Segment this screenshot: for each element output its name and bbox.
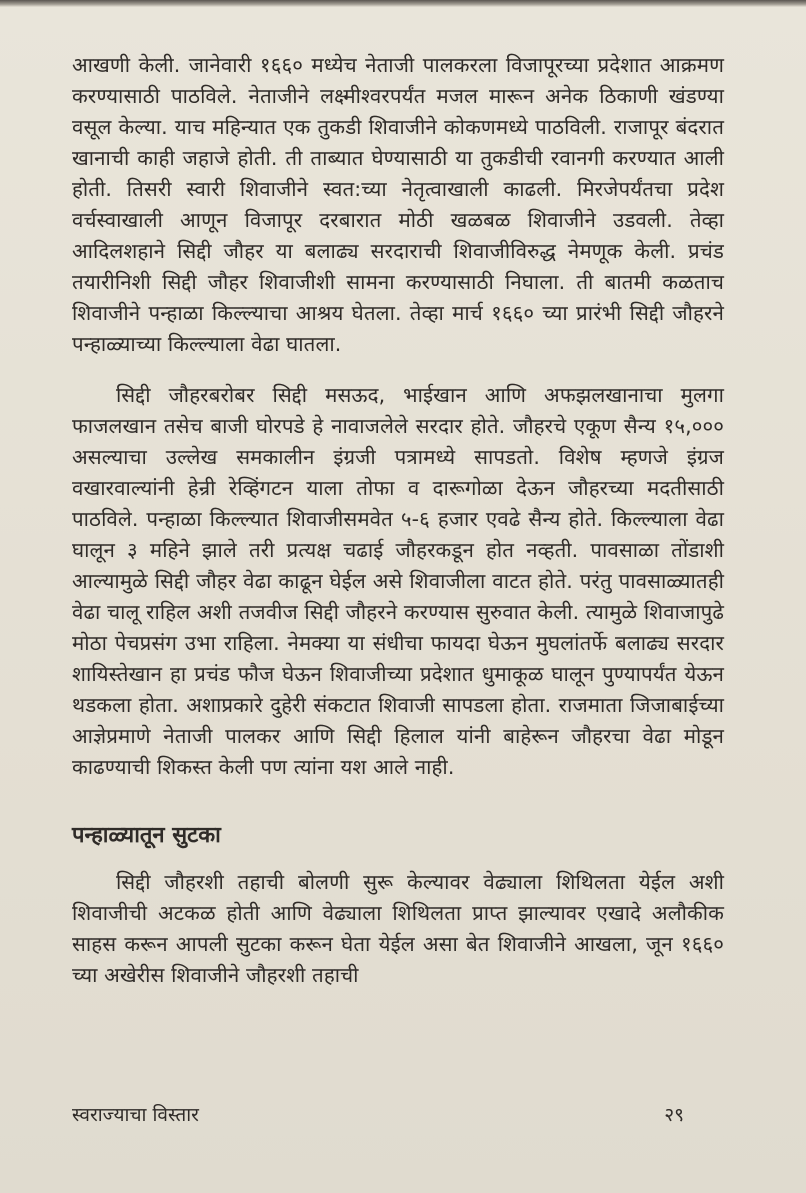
page-top-edge	[0, 0, 806, 7]
paragraph-2: सिद्दी जौहरबरोबर सिद्दी मसऊद, भाईखान आणि अफझलखानाचा मुलगा फाजलखान तसेच बाजी घोरपडे हे नावाजलेले सरदार होते. जौहरचे एकूण सैन्य १५,००० असल्याचा उल्लेख समकालीन इंग्रजी पत्रामध्ये सापडतो. विशेष म्हणजे इंग्रज वखारवाल्यांनी हेन्री रेव्हिंगटन याला तोफा व दारूगोळा देऊन जौहरच्या मदतीसाठी पाठविले. पन्हाळा किल्ल्यात शिवाजीसमवेत ५-६ हजार एवढे सैन्य होते. किल्ल्याला वेढा घालून ३ महिने झाले तरी प्रत्यक्ष चढाई जौहरकडून होत नव्हती. पावसाळा तोंडाशी आल्यामुळे सिद्दी जौहर वेढा काढून घेईल असे शिवाजीला वाटत होते. परंतु पावसाळ्यातही वेढा चालू राहिल अशी तजवीज सिद्दी जौहरने करण्यास सुरुवात केली. त्यामुळे शिवाजापुढे मोठा पेचप्रसंग उभा राहिला. नेमक्या या संधीचा फायदा घेऊन मुघलांतर्फे बलाढ्य सरदार शायिस्तेखान हा प्रचंड फौज घेऊन शिवाजीच्या प्रदेशात धुमाकूळ घालून पुण्यापर्यंत येऊन थडकला होता. अशाप्रकारे दुहेरी संकटात शिवाजी सापडला होता. राजमाता जिजाबाईच्या आज्ञेप्रमाणे नेताजी पालकर आणि सिद्दी हिलाल यांनी बाहेरून जौहरचा वेढा मोडून काढण्याची शिकस्त केली पण त्यांना यश आले नाही.	[72, 383, 724, 779]
paragraph-1: आखणी केली. जानेवारी १६६० मध्येच नेताजी पालकरला विजापूरच्या प्रदेशात आक्रमण करण्यासाठी पाठविले. नेताजीने लक्ष्मीश्वरपर्यंत मजल मारून अनेक ठिकाणी खंडण्या वसूल केल्या. याच महिन्यात एक तुकडी शिवाजीने कोकणमध्ये पाठविली. राजापूर बंदरात खानाची काही जहाजे होती. ती ताब्यात घेण्यासाठी या तुकडीची रवानगी करण्यात आली होती. तिसरी स्वारी शिवाजीने स्वत:च्या नेतृत्वाखाली काढली. मिरजेपर्यंतचा प्रदेश वर्चस्वाखाली आणून विजापूर दरबारात मोठी खळबळ शिवाजीने उडवली. तेव्हा आदिलशहाने सिद्दी जौहर या बलाढ्य सरदाराची शिवाजीविरुद्ध नेमणूक केली. प्रचंड तयारीनिशी सिद्दी जौहर शिवाजीशी सामना करण्यासाठी निघाला. ती बातमी कळताच शिवाजीने पन्हाळा किल्ल्याचा आश्रय घेतला. तेव्हा मार्च १६६० च्या प्रारंभी सिद्दी जौहरने पन्हाळ्याच्या किल्ल्याला वेढा घातला.	[72, 53, 724, 356]
section-heading: पन्हाळ्यातून सुटका	[72, 823, 221, 848]
page-footer	[72, 1103, 684, 1127]
paragraph-3: सिद्दी जौहरशी तहाची बोलणी सुरू केल्यावर वेढ्याला शिथिलता येईल अशी शिवाजीची अटकळ होती आणि वेढ्याला शिथिलता प्राप्त झाल्यावर एखादे अलौकीक साहस करून आपली सुटका करून घेता येईल असा बेत शिवाजीने आखला, जून १६६० च्या अखेरीस शिवाजीने जौहरशी तहाची	[72, 870, 724, 987]
running-footer-title: स्वराज्याचा विस्तार	[72, 1104, 199, 1126]
page-body	[72, 50, 724, 991]
page-number: २९	[664, 1104, 684, 1126]
